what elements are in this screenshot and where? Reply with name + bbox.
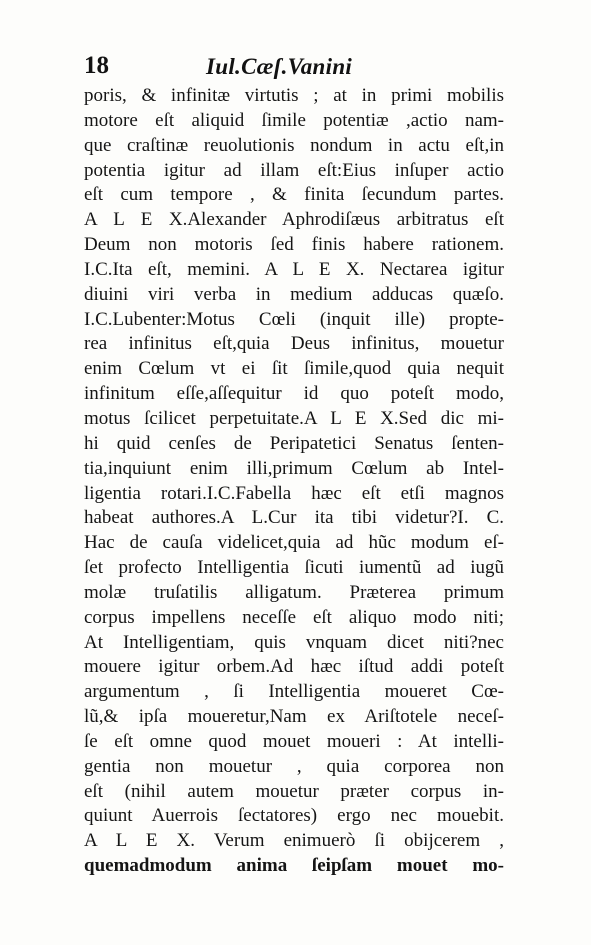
- text-line: argumentum , ſi Intelligentia moueret Cœ-: [84, 681, 504, 703]
- body-text: [84, 84, 504, 879]
- text-line: diuini viri verba in medium adducas quæſo.: [84, 283, 504, 305]
- text-line: potentia igitur ad illam eſt:Eius inſuper actio: [84, 159, 504, 181]
- text-line: eſt cum tempore , & finita ſecundum partes.: [84, 184, 504, 206]
- text-line: ſe eſt omne quod mouet moueri : At intelli-: [84, 730, 504, 752]
- text-line: molæ truſatilis alligatum. Præterea primum: [84, 581, 504, 603]
- text-line: lũ,& ipſa moueretur,Nam ex Ariſtotele neceſ-: [84, 706, 504, 728]
- text-line: habeat authores.A L.Cur ita tibi videtur?I. C.: [84, 507, 504, 529]
- text-line: gentia non mouetur , quia corporea non: [84, 755, 504, 777]
- text-line: A L E X.Alexander Aphrodiſæus arbitratus eſt: [84, 209, 504, 231]
- page-number: 18: [84, 52, 109, 79]
- text-line: Hac de cauſa videlicet,quia ad hũc modum eſ-: [84, 532, 504, 554]
- text-line: quemadmodum anima ſeipſam mouet mo-: [84, 855, 504, 877]
- running-head: Iul.Cæſ.Vanini: [206, 54, 353, 79]
- text-line: mouere igitur orbem.Ad hæc iſtud addi poteſt: [84, 656, 504, 678]
- text-line: I.C.Ita eſt, memini. A L E X. Nectarea igitur: [84, 258, 504, 280]
- text-line: que craſtinæ reuolutionis nondum in actu eſt,in: [84, 134, 504, 156]
- text-line: motore eſt aliquid ſimile potentiæ ,actio nam-: [84, 109, 504, 131]
- text-line: hi quid cenſes de Peripatetici Senatus ſenten-: [84, 432, 504, 454]
- text-line: At Intelligentiam, quis vnquam dicet niti?nec: [84, 631, 504, 653]
- text-line: motus ſcilicet perpetuitate.A L E X.Sed dic mi-: [84, 407, 504, 429]
- text-line: ſet profecto Intelligentia ſicuti iumentũ ad iugũ: [84, 557, 504, 579]
- text-line: I.C.Lubenter:Motus Cœli (inquit ille) propte-: [84, 308, 504, 330]
- text-line: A L E X. Verum enimuerò ſi obijcerem ,: [84, 830, 504, 852]
- text-line: eſt (nihil autem mouetur præter corpus in-: [84, 780, 504, 802]
- text-line: poris, & infinitæ virtutis ; at in primi mobilis: [84, 85, 504, 106]
- text-line: quiunt Auerrois ſectatores) ergo nec mouebit.: [84, 805, 504, 827]
- text-line: infinitum eſſe,aſſequitur id quo poteſt modo,: [84, 383, 504, 405]
- page-header: [84, 52, 504, 86]
- text-line: tia,inquiunt enim illi,primum Cœlum ab Intel-: [84, 457, 504, 479]
- text-line: corpus impellens neceſſe eſt aliquo modo niti;: [84, 606, 504, 628]
- text-line: ligentia rotari.I.C.Fabella hæc eſt etſi magnos: [84, 482, 504, 504]
- text-line: rea infinitus eſt,quia Deus infinitus, mouetur: [84, 333, 504, 355]
- text-line: Deum non motoris ſed finis habere rationem.: [84, 234, 504, 256]
- text-line: enim Cœlum vt ei ſit ſimile,quod quia nequit: [84, 358, 504, 380]
